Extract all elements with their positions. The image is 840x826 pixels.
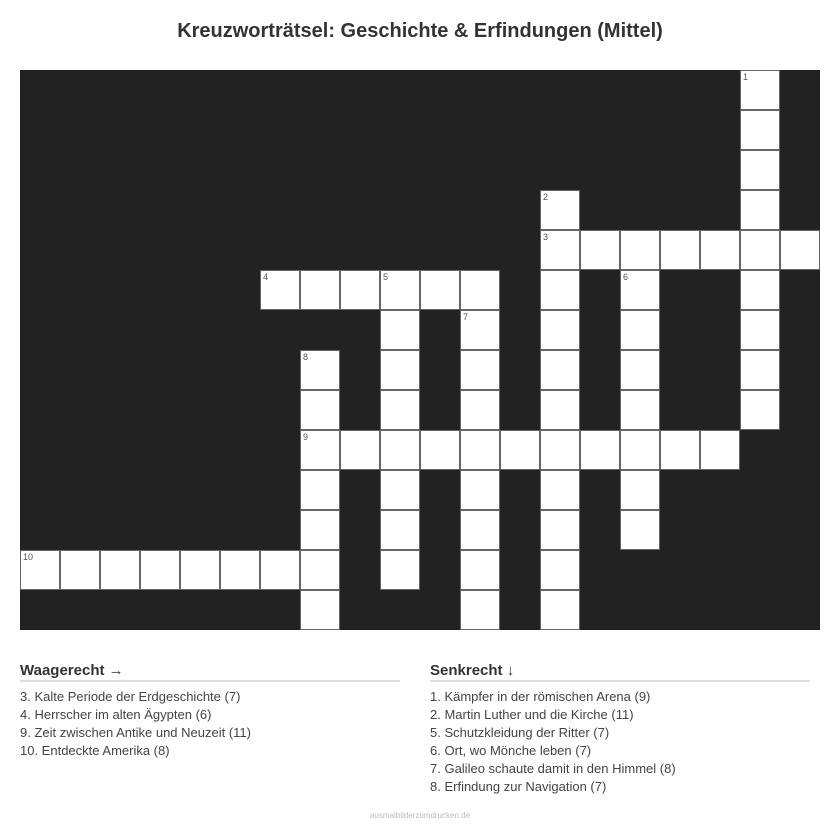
crossword-cell[interactable] (620, 470, 660, 510)
page-title: Kreuzworträtsel: Geschichte & Erfindungen (Mittel) (177, 20, 663, 42)
clue-item: 4. Herrscher im alten Ägypten (6) (20, 707, 212, 722)
crossword-cell[interactable] (740, 110, 780, 150)
crossword-cell[interactable] (380, 310, 420, 350)
crossword-cell[interactable] (460, 550, 500, 590)
clue-number: 7 (463, 312, 469, 322)
down-clue-list (430, 688, 810, 796)
crossword-cell[interactable] (540, 310, 580, 350)
clue-number: 3 (543, 232, 549, 242)
crossword-cell[interactable] (620, 230, 660, 270)
clue-item: 1. Kämpfer in der römischen Arena (9) (430, 689, 651, 704)
crossword-cell[interactable] (380, 390, 420, 430)
crossword-cell[interactable] (620, 430, 660, 470)
crossword-cell[interactable] (220, 550, 260, 590)
crossword-cell[interactable] (300, 430, 340, 470)
clue-number: 10 (23, 552, 34, 562)
crossword-cell[interactable] (460, 590, 500, 630)
crossword-cell[interactable] (540, 350, 580, 390)
clue-number: 6 (623, 272, 629, 282)
crossword-cell[interactable] (620, 510, 660, 550)
crossword-cell[interactable] (420, 270, 460, 310)
crossword-cell[interactable] (580, 430, 620, 470)
clue-number: 1 (743, 72, 749, 82)
across-clues (20, 662, 400, 760)
crossword-cell[interactable] (300, 470, 340, 510)
clue-number: 9 (303, 432, 309, 442)
crossword-cell[interactable] (300, 510, 340, 550)
clue-item: 6. Ort, wo Mönche leben (7) (430, 743, 592, 758)
clue-item: 5. Schutzkleidung der Ritter (7) (430, 725, 610, 740)
crossword-cell[interactable] (660, 230, 700, 270)
crossword-cell[interactable] (460, 350, 500, 390)
crossword-cell[interactable] (540, 430, 580, 470)
crossword-cell[interactable] (740, 190, 780, 230)
crossword-cell[interactable] (460, 510, 500, 550)
crossword-cell[interactable] (300, 390, 340, 430)
footer-credit: ausmalbilderzumdrucken.de (369, 811, 471, 820)
crossword-cell[interactable] (620, 390, 660, 430)
crossword-cell[interactable] (460, 470, 500, 510)
crossword-cell[interactable] (340, 430, 380, 470)
clue-number: 2 (543, 192, 549, 202)
crossword-cell[interactable] (580, 230, 620, 270)
crossword-cell[interactable] (740, 230, 780, 270)
crossword-cell[interactable] (540, 550, 580, 590)
crossword-cell[interactable] (380, 470, 420, 510)
crossword-cell[interactable] (740, 350, 780, 390)
crossword-cell[interactable] (380, 510, 420, 550)
clue-number: 5 (383, 272, 389, 282)
crossword-cell[interactable] (540, 230, 580, 270)
crossword-cell[interactable] (140, 550, 180, 590)
crossword-cell[interactable] (540, 270, 580, 310)
crossword-cell[interactable] (540, 190, 580, 230)
crossword-cell[interactable] (700, 230, 740, 270)
crossword-cell[interactable] (340, 270, 380, 310)
crossword-cell[interactable] (540, 470, 580, 510)
crossword-cell[interactable] (620, 310, 660, 350)
clue-item: 8. Erfindung zur Navigation (7) (430, 779, 607, 794)
down-clues (430, 662, 810, 796)
crossword-cell[interactable] (620, 270, 660, 310)
crossword-cell[interactable] (740, 390, 780, 430)
crossword-cell[interactable] (60, 550, 100, 590)
crossword-cell[interactable] (780, 230, 820, 270)
crossword-cell[interactable] (380, 270, 420, 310)
crossword-cell[interactable] (380, 350, 420, 390)
crossword-cell[interactable] (540, 590, 580, 630)
clue-item: 9. Zeit zwischen Antike und Neuzeit (11) (20, 725, 251, 740)
clue-item: 10. Entdeckte Amerika (8) (20, 743, 170, 758)
crossword-cell[interactable] (540, 390, 580, 430)
crossword-cell[interactable] (660, 430, 700, 470)
crossword-cell[interactable] (740, 150, 780, 190)
crossword-cell[interactable] (300, 270, 340, 310)
crossword-cell[interactable] (500, 430, 540, 470)
down-heading: Senkrecht ↓ (430, 662, 810, 682)
crossword-cell[interactable] (620, 350, 660, 390)
clue-item: 3. Kalte Periode der Erdgeschichte (7) (20, 689, 241, 704)
crossword-cell[interactable] (420, 430, 460, 470)
crossword-cell[interactable] (300, 350, 340, 390)
crossword-cell[interactable] (740, 70, 780, 110)
crossword-cell[interactable] (300, 550, 340, 590)
crossword-cell[interactable] (740, 270, 780, 310)
crossword-grid (20, 70, 820, 630)
crossword-cell[interactable] (380, 430, 420, 470)
across-heading: Waagerecht → (20, 662, 400, 682)
crossword-cell[interactable] (260, 550, 300, 590)
clue-item: 2. Martin Luther und die Kirche (11) (430, 707, 634, 722)
crossword-cell[interactable] (180, 550, 220, 590)
crossword-cell[interactable] (260, 270, 300, 310)
crossword-cell[interactable] (700, 430, 740, 470)
clue-number: 8 (303, 352, 309, 362)
crossword-cell[interactable] (460, 390, 500, 430)
crossword-cell[interactable] (300, 590, 340, 630)
crossword-cell[interactable] (100, 550, 140, 590)
crossword-cell[interactable] (460, 310, 500, 350)
across-clue-list (20, 688, 400, 760)
clue-item: 7. Galileo schaute damit in den Himmel (8) (430, 761, 676, 776)
clue-number: 4 (263, 272, 269, 282)
crossword-cell[interactable] (740, 310, 780, 350)
crossword-cell[interactable] (540, 510, 580, 550)
crossword-cell[interactable] (380, 550, 420, 590)
crossword-cell[interactable] (460, 270, 500, 310)
crossword-cell[interactable] (460, 430, 500, 470)
crossword-cell[interactable] (20, 550, 60, 590)
